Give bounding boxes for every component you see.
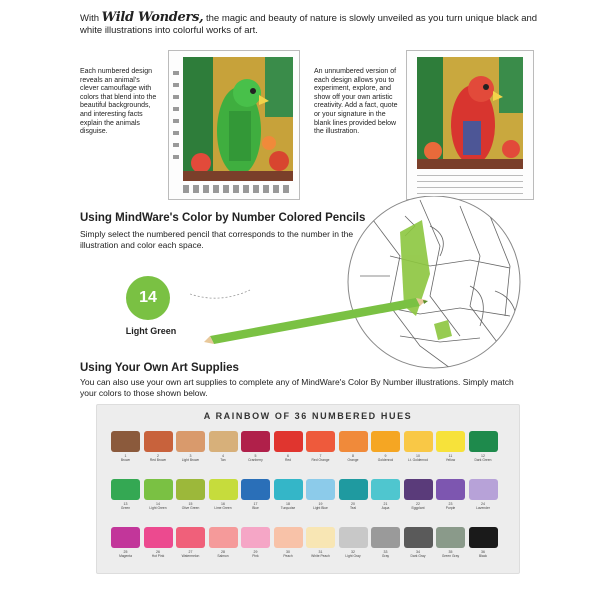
swatch-name: Watermelon — [181, 554, 200, 558]
swatch-name: Lime Green — [214, 506, 232, 510]
swatch-name: Pink — [252, 554, 259, 558]
pencils-section-text: Simply select the numbered pencil that corresponds to the number in the illustration and color each space. — [80, 229, 354, 250]
swatch-name: Red Brown — [149, 458, 167, 462]
own-supplies-text: You can also use your own art supplies to complete any of MindWare's Color By Number illustrations. Simply match your colors to those shown below. — [80, 377, 514, 398]
color-swatch — [176, 527, 205, 548]
color-swatch — [241, 527, 270, 548]
swatch-number: 1 — [124, 454, 127, 458]
color-swatch — [241, 431, 270, 452]
color-swatch — [436, 527, 465, 548]
swatch-number: 9 — [384, 454, 387, 458]
swatch-number: 3 — [189, 454, 192, 458]
swatch-number: 7 — [319, 454, 322, 458]
swatch-number: 16 — [221, 502, 225, 506]
color-swatch — [469, 527, 498, 548]
color-swatch — [111, 527, 140, 548]
swatch-number: 10 — [416, 454, 420, 458]
parrot-unnumbered-image — [407, 51, 533, 199]
swatch-name: Olive Green — [181, 506, 200, 510]
swatch-name: Lt. Goldenrod — [408, 458, 428, 462]
swatch-name: Black — [478, 554, 488, 558]
swatch-number: 11 — [448, 454, 453, 458]
swatch-name: Eggplant — [411, 506, 425, 510]
swatch-name: Dark Green — [474, 458, 492, 462]
swatch-name: Red — [284, 458, 292, 462]
swatch-number: 33 — [383, 550, 388, 554]
swatch-number: 26 — [156, 550, 160, 554]
swatch-name: Tan — [220, 458, 226, 462]
pencil-zoom-diagram — [190, 196, 530, 376]
swatch-name: Salmon — [217, 554, 229, 558]
color-swatch — [371, 431, 400, 452]
swatch-number: 12 — [481, 454, 485, 458]
color-swatch — [371, 479, 400, 500]
swatch-number: 35 — [448, 550, 453, 554]
brand-logo-text: Wild Wonders, — [101, 10, 204, 25]
unnumbered-design-description: An unnumbered version of each design allows you to experiment, explore, and show off your own artistic creativity. Add a fact, quote or your signature in the blank lines provided below the illustration. — [314, 68, 398, 136]
swatch-name: Yellow — [445, 458, 456, 462]
color-palette — [96, 404, 520, 574]
numbered-illustration — [168, 50, 300, 200]
color-swatch — [306, 431, 335, 452]
color-swatch — [209, 431, 238, 452]
swatch-name: Magenta — [119, 554, 132, 558]
color-swatch — [404, 479, 433, 500]
swatch-number: 25 — [123, 550, 128, 554]
swatch-number: 15 — [188, 502, 193, 506]
swatch-name: Cranberry — [248, 458, 263, 462]
swatch-name: Brown — [120, 458, 131, 462]
color-swatch — [209, 527, 238, 548]
color-swatch — [111, 479, 140, 500]
palette-title: A RAINBOW OF 36 NUMBERED HUES — [203, 411, 413, 421]
color-swatch — [306, 527, 335, 548]
swatch-name: Aqua — [381, 506, 390, 510]
swatch-number: 30 — [286, 550, 290, 554]
swatch-number: 20 — [351, 502, 355, 506]
swatch-name: Lavender — [476, 506, 490, 510]
color-number-badge: 14 — [126, 276, 170, 320]
swatch-name: Purple — [445, 506, 456, 510]
intro-prefix: With — [80, 13, 99, 24]
swatch-number: 18 — [286, 502, 290, 506]
swatch-name: Teal — [349, 506, 357, 510]
swatch-number: 14 — [156, 502, 160, 506]
swatch-name: Green Gray — [441, 554, 460, 558]
swatch-number: 5 — [254, 454, 257, 458]
swatch-number: 36 — [481, 550, 485, 554]
swatch-name: Light Gray — [345, 554, 361, 558]
swatch-number: 28 — [221, 550, 225, 554]
swatch-name: Gray — [381, 554, 390, 558]
swatch-name: Turquoise — [280, 506, 296, 510]
pencils-section-title: Using MindWare's Color by Number Colored Pencils — [80, 212, 366, 224]
color-swatch — [404, 527, 433, 548]
swatch-name: Peach — [283, 554, 293, 558]
color-swatch — [436, 479, 465, 500]
color-swatch — [176, 479, 205, 500]
swatch-name: Orange — [347, 458, 359, 462]
color-swatch — [339, 479, 368, 500]
swatch-name: Blue — [252, 506, 259, 510]
color-swatch — [274, 479, 303, 500]
swatch-name: Green — [120, 506, 131, 510]
color-swatch — [144, 527, 173, 548]
intro-text: the magic and beauty of nature is slowly unveiled as you turn unique black and white illustrations into colorful works of art. — [80, 13, 538, 36]
swatch-name: Light Blue — [313, 506, 328, 510]
unnumbered-illustration — [406, 50, 534, 200]
own-supplies-title: Using Your Own Art Supplies — [80, 362, 239, 374]
color-swatch — [144, 479, 173, 500]
swatch-name: Goldenrod — [377, 458, 394, 462]
intro-paragraph — [80, 12, 550, 37]
swatch-number: 2 — [157, 454, 159, 458]
swatch-name: Dark Gray — [410, 554, 426, 558]
color-swatch — [404, 431, 433, 452]
swatch-number: 22 — [416, 502, 420, 506]
swatch-number: 34 — [416, 550, 420, 554]
parrot-numbered-image — [169, 51, 299, 199]
color-swatch — [274, 431, 303, 452]
color-swatch — [241, 479, 270, 500]
swatch-number: 21 — [383, 502, 388, 506]
color-swatch — [176, 431, 205, 452]
color-swatch — [144, 431, 173, 452]
swatch-number: 31 — [318, 550, 323, 554]
color-swatch — [306, 479, 335, 500]
color-swatch — [111, 431, 140, 452]
zoom-circle — [348, 196, 520, 368]
swatch-number: 19 — [318, 502, 323, 506]
swatch-number: 32 — [351, 550, 355, 554]
swatch-number: 23 — [448, 502, 453, 506]
color-swatch — [469, 431, 498, 452]
color-swatch — [274, 527, 303, 548]
color-swatch — [209, 479, 238, 500]
swatch-name: Light Green — [149, 506, 167, 510]
swatch-name: White Peach — [311, 554, 330, 558]
swatch-number: 6 — [287, 454, 289, 458]
color-swatch — [371, 527, 400, 548]
dashed-connector — [190, 290, 250, 298]
swatch-number: 8 — [352, 454, 354, 458]
numbered-design-description: Each numbered design reveals an animal's clever camouflage with colors that blend into the beautiful backgrounds, and interesting facts explain the animals disguise. — [80, 68, 157, 136]
swatch-number: 29 — [253, 550, 258, 554]
swatch-number: 13 — [123, 502, 128, 506]
color-swatch — [339, 431, 368, 452]
swatch-name: Light Brown — [181, 458, 200, 462]
swatch-number: 4 — [222, 454, 224, 458]
swatch-number: 27 — [188, 550, 193, 554]
swatch-name: Hot Pink — [151, 554, 165, 558]
color-swatch — [469, 479, 498, 500]
swatch-number: 17 — [253, 502, 258, 506]
swatch-name: Red Orange — [311, 458, 330, 462]
color-name-label: Light Green — [125, 326, 177, 336]
swatch-number: 24 — [481, 502, 485, 506]
color-swatch — [436, 431, 465, 452]
color-swatch — [339, 527, 368, 548]
